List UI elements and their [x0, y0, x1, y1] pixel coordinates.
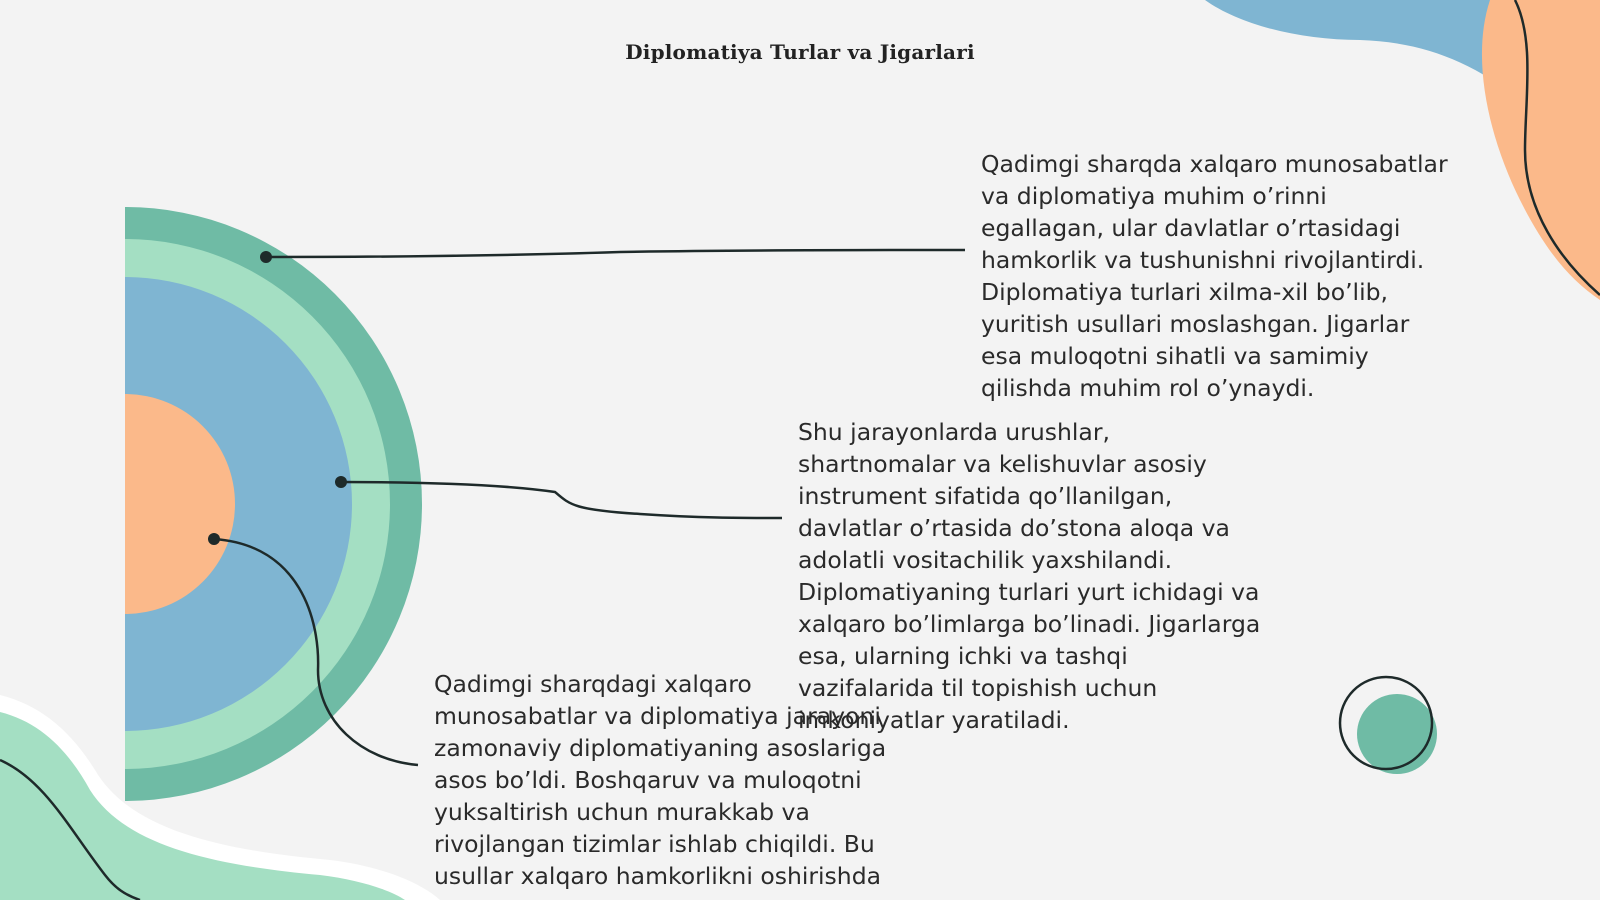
slide-title: Diplomatiya Turlar va Jigarlari — [625, 40, 975, 64]
connector-dot-3 — [208, 533, 220, 545]
paragraph-3: Qadimgi sharqdagi xalqaro munosabatlar va diplomatiya jarayoni zamonaviy diplomatiyaning asoslariga asos bo’ldi. Boshqaruv va muloqotni yuksaltirish uchun murakkab va rivojlangan tizimlar ishlab chiqildi. Bu usullar xalqaro hamkorlikni oshirishda — [434, 670, 887, 890]
connector-dot-1 — [260, 251, 272, 263]
paragraph-1: Qadimgi sharqda xalqaro munosabatlar va diplomatiya muhim o’rinni egallagan, ular davlatlar o’rtasidagi hamkorlik va tushunishni rivojlantirdi. Diplomatiya turlari xilma-xil bo’lib, yuritish usullari moslashgan. Jigarlar esa muloqotni sihatli va samimiy qilishda muhim rol o’ynaydi. — [981, 150, 1448, 402]
connector-line-1 — [266, 250, 965, 257]
paragraph-2: Shu jarayonlarda urushlar, shartnomalar va kelishuvlar asosiy instrument sifatida qo’llanilgan, davlatlar o’rtasida do’stona aloqa va adolatli vositachilik yaxshilandi. Diplomatiyaning turlari yurt ichidagi va xalqaro bo’limlarga bo’linadi. Jigarlarga esa, ularning ichki va tashqi vazifalarida til topishish uchun imkoniyatlar yaratiladi. — [798, 418, 1261, 734]
core-peach — [15, 394, 235, 614]
concentric-circles — [0, 207, 422, 801]
connector-dot-2 — [335, 476, 347, 488]
teal-circle-bottom-right — [1357, 694, 1437, 774]
